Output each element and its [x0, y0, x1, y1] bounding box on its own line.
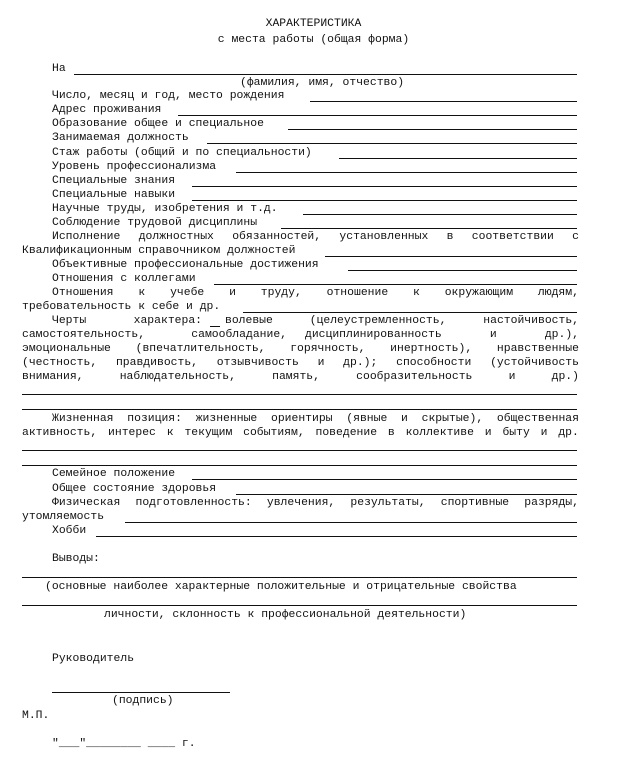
character-text-line5: внимания, наблюдательность, память, сообразительность и др.) — [22, 371, 579, 383]
document-subtitle: с места работы (общая форма) — [217, 34, 410, 46]
field-skills-line[interactable] — [192, 200, 577, 201]
study-line[interactable] — [243, 312, 577, 313]
field-position-label: Занимаемая должность — [52, 132, 189, 144]
physical-text-line1: Физическая подготовленность: увлечения, результаты, спортивные разряды, — [52, 497, 579, 509]
document-title: ХАРАКТЕРИСТИКА — [265, 18, 362, 30]
achievements-line[interactable] — [348, 270, 577, 271]
field-education-line[interactable] — [288, 129, 577, 130]
health-line[interactable] — [236, 494, 577, 495]
character-text-line2b: дисциплинированность и др.), — [305, 329, 579, 341]
character-text-line2a: самостоятельность, самообладание, — [22, 329, 287, 341]
stamp-label: М.П. — [22, 710, 50, 722]
achievements-label: Объективные профессиональные достижения — [52, 259, 319, 271]
character-line-1[interactable] — [22, 394, 577, 395]
fio-hint: (фамилия, имя, отчество) — [240, 77, 405, 89]
field-address-label: Адрес проживания — [52, 104, 162, 116]
field-discipline-line[interactable] — [281, 228, 577, 229]
hobby-line[interactable] — [96, 536, 577, 537]
character-text-line1a: Черты характера: — [52, 315, 202, 327]
field-knowledge-line[interactable] — [192, 186, 577, 187]
field-education-label: Образование общее и специальное — [52, 118, 264, 130]
character-text-line4: (честность, правдивость, отзывчивость и др.); способности (устойчивость — [22, 357, 579, 369]
conclusions-line-2[interactable] — [22, 605, 577, 606]
family-label: Семейное положение — [52, 468, 176, 480]
life-position-line-1[interactable] — [22, 450, 577, 451]
hobby-label: Хобби — [52, 525, 87, 537]
field-discipline-label: Соблюдение трудовой дисциплины — [52, 217, 258, 229]
study-text-line2: требовательность к себе и др. — [22, 301, 221, 313]
manager-label: Руководитель — [52, 653, 135, 665]
physical-line[interactable] — [125, 522, 577, 523]
study-text-line1: Отношения к учебе и труду, отношение к окружающим людям, — [52, 287, 579, 299]
field-birth-label: Число, месяц и год, место рождения — [52, 90, 285, 102]
character-text-line3: эмоциональные (впечатлительность, горячность, инертность), нравственные — [22, 343, 579, 355]
conclusions-hint-1: (основные наиболее характерные положительные и отрицательные свойства — [45, 581, 517, 593]
fio-line[interactable] — [74, 74, 577, 75]
field-position-line[interactable] — [207, 143, 577, 144]
physical-text-line2: утомляемость — [22, 511, 105, 523]
relations-label: Отношения с коллегами — [52, 273, 196, 285]
conclusions-hint-2: личности, склонность к профессиональной деятельности) — [104, 609, 467, 621]
field-birth-line[interactable] — [310, 101, 577, 102]
duties-text-line2: Квалификационным справочником должностей — [22, 245, 296, 257]
field-professionalism-line[interactable] — [236, 172, 577, 173]
character-line-2[interactable] — [22, 409, 577, 410]
life-position-text-line2: активность, интерес к текущим событиям, поведение в коллективе и быту и др. — [22, 427, 579, 439]
conclusions-label: Выводы: — [52, 553, 100, 565]
field-address-line[interactable] — [178, 115, 577, 116]
relations-line[interactable] — [214, 284, 577, 285]
field-experience-line[interactable] — [339, 158, 577, 159]
life-position-line-2[interactable] — [22, 465, 577, 466]
field-knowledge-label: Специальные знания — [52, 175, 176, 187]
character-line-gap[interactable] — [210, 326, 220, 327]
duties-line[interactable] — [325, 256, 577, 257]
field-papers-line[interactable] — [303, 214, 577, 215]
to-label: На — [52, 63, 66, 75]
signature-line[interactable] — [52, 692, 230, 693]
life-position-text-line1: Жизненная позиция: жизненные ориентиры (явные и скрытые), общественная — [52, 413, 579, 425]
conclusions-line-1[interactable] — [22, 577, 577, 578]
duties-text-line1: Исполнение должностных обязанностей, установленных в соответствии с — [52, 231, 579, 243]
field-papers-label: Научные труды, изобретения и т.д. — [52, 203, 278, 215]
health-label: Общее состояние здоровья — [52, 483, 217, 495]
character-text-line1b: волевые (целеустремленность, настойчивость, — [225, 315, 579, 327]
field-professionalism-label: Уровень профессионализма — [52, 161, 217, 173]
family-line[interactable] — [192, 479, 577, 480]
field-experience-label: Стаж работы (общий и по специальности) — [52, 147, 312, 159]
date-line[interactable]: "___"________ ____ г. — [52, 738, 196, 750]
field-skills-label: Специальные навыки — [52, 189, 176, 201]
signature-hint: (подпись) — [112, 695, 174, 707]
